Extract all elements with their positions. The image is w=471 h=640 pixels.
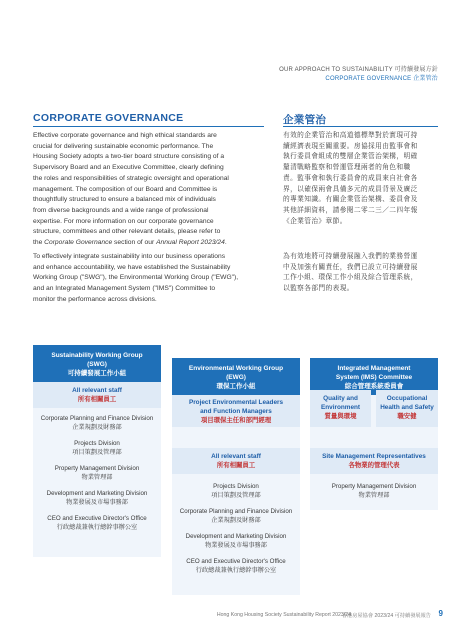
paragraph-line: monitor the performance across divisions. bbox=[33, 295, 157, 303]
division-name-en: CEO and Executive Director's Office bbox=[47, 515, 147, 522]
ims-title-zh: 綜合管理系統委員會 bbox=[344, 383, 404, 390]
division-name-zh: 項目策劃及管理部 bbox=[211, 491, 261, 499]
paragraph-line: 責。監事會和執行委員會的成員來自社會各 bbox=[283, 174, 418, 182]
ewg-staff-box bbox=[172, 448, 300, 474]
paragraph-line: from diverse backgrounds and a wide range of professional bbox=[33, 206, 209, 214]
ims-quality-en: Quality and bbox=[323, 395, 358, 402]
paragraph-line: 釐清戰略監察和營運管理兩者的角色和職 bbox=[283, 164, 411, 172]
ims-ohs-box bbox=[376, 390, 438, 427]
paragraph-line: and an Integrated Management System ("IMS") Committee to bbox=[33, 285, 216, 293]
ewg-leaders-en: Project Environmental Leaders bbox=[188, 399, 284, 406]
division-name-zh: 物業發展及市場事務部 bbox=[205, 541, 267, 549]
en-paragraph-governance bbox=[33, 131, 273, 249]
paragraph-line bbox=[33, 238, 273, 249]
ims-quality-box bbox=[310, 390, 371, 427]
paragraph-line: Supervisory Board and an Executive Committee, clearly defining bbox=[33, 164, 224, 172]
paragraph-line: 工作小組、環保工作小組及綜合管理系統， bbox=[283, 274, 418, 282]
paragraph-line: Effective corporate governance and high ethical standards are bbox=[33, 132, 217, 139]
paragraph-line: 為有效地將可持續發展融入我們的業務營運 bbox=[283, 253, 418, 260]
paragraph-line: 《企業管治》章節。 bbox=[283, 217, 347, 225]
paragraph-text: the bbox=[33, 239, 45, 247]
division-item bbox=[172, 558, 300, 575]
zh-title-rule bbox=[283, 126, 438, 127]
footer-title-zh: 香港房屋協會 2023/24 可持續發展報告 bbox=[341, 613, 431, 619]
ewg-title-abbr: (EWG) bbox=[226, 374, 246, 381]
ims-title-en: Integrated Management bbox=[337, 365, 411, 372]
ewg-leaders-en-2: and Function Managers bbox=[200, 408, 272, 415]
ims-reps-en: Site Management Representatives bbox=[322, 453, 426, 460]
paragraph-line: 界，以確保兩會具備多元的成員背景及廣泛 bbox=[283, 185, 418, 193]
swg-column bbox=[33, 345, 161, 382]
division-name-en: Projects Division bbox=[213, 483, 259, 490]
swg-staff-zh: 所有相關員工 bbox=[77, 396, 117, 403]
ewg-title-zh: 環保工作小組 bbox=[216, 383, 256, 390]
division-name-zh: 企業規劃及財務部 bbox=[211, 516, 261, 524]
ims-ohs-zh: 職安健 bbox=[397, 413, 417, 420]
division-item bbox=[33, 415, 161, 432]
ims-division-list bbox=[310, 483, 438, 508]
ewg-header-box bbox=[172, 358, 300, 395]
zh-paragraph-governance bbox=[283, 131, 443, 227]
division-name-en: Property Management Division bbox=[331, 483, 417, 490]
ewg-division-list bbox=[172, 483, 300, 583]
ewg-title-en: Environmental Working Group bbox=[188, 365, 284, 372]
division-name-zh: 物業管理部 bbox=[358, 491, 390, 499]
division-name-en: Development and Marketing Division bbox=[46, 490, 148, 497]
division-name-en: Property Management Division bbox=[54, 465, 140, 472]
division-item bbox=[33, 440, 161, 457]
swg-title-en: Sustainability Working Group bbox=[51, 352, 143, 359]
paragraph-line: crucial for delivering sustainable economic performance. The bbox=[33, 142, 214, 150]
ims-reps-zh: 各物業的管理代表 bbox=[348, 462, 400, 469]
division-item bbox=[310, 483, 438, 500]
paragraph-text: section of our bbox=[112, 239, 157, 247]
division-name-zh: 物業發展及市場事務部 bbox=[66, 498, 128, 506]
paragraph-line: 執行委員會組成的雙層企業管治架構，明確 bbox=[283, 153, 418, 161]
paragraph-line: 的專業知識。有關企業管治架構、委員會及 bbox=[283, 196, 418, 204]
swg-staff-en: All relevant staff bbox=[72, 387, 122, 394]
ewg-staff-en: All relevant staff bbox=[211, 453, 261, 460]
paragraph-line: expertise. For more information on our corporate governance bbox=[33, 217, 214, 225]
division-name-zh: 企業規劃及財務部 bbox=[72, 423, 122, 431]
publication-reference: Annual Report 2023/24 bbox=[156, 239, 225, 247]
paragraph-line: structure, committees and other relevant details, please refer to bbox=[33, 228, 221, 236]
en-paragraph-working-groups bbox=[33, 252, 273, 306]
ewg-leaders-box bbox=[172, 395, 300, 427]
page-number: 9 bbox=[438, 609, 443, 618]
swg-header-box bbox=[33, 345, 161, 382]
division-name-zh: 行政總裁兼執行總幹事辦公室 bbox=[56, 523, 138, 531]
ewg-leaders-zh: 項目環保主任和部門經理 bbox=[200, 417, 272, 424]
zh-section-title: 企業管治 bbox=[283, 114, 327, 126]
division-item bbox=[172, 483, 300, 500]
ewg-column bbox=[172, 358, 300, 395]
en-section-title: CORPORATE GOVERNANCE bbox=[33, 112, 184, 124]
paragraph-line: Housing Society adopts a two-tier board structure consisting of a bbox=[33, 153, 225, 161]
division-name-zh: 項目策劃及管理部 bbox=[72, 448, 122, 456]
paragraph-line: the roles and responsibilities of strategic oversight and operational bbox=[33, 174, 229, 182]
division-name-zh: 物業管理部 bbox=[81, 473, 113, 481]
ims-ohs-en: Occupational bbox=[386, 395, 428, 402]
division-item bbox=[33, 465, 161, 482]
paragraph-line: 其他詳細資料，請參閱二零二三／二四年報 bbox=[283, 206, 418, 214]
division-item bbox=[33, 515, 161, 532]
division-name-zh: 行政總裁兼執行總幹事辦公室 bbox=[195, 566, 277, 574]
paragraph-line: and enhance accountability, we have established the Sustainability bbox=[33, 263, 231, 271]
paragraph-line: To effectively integrate sustainability into our business operations bbox=[33, 253, 226, 260]
division-name-en: Corporate Planning and Finance Division bbox=[40, 415, 154, 422]
swg-title-zh: 可持續發展工作小組 bbox=[67, 370, 127, 377]
paragraph-line: thoughtfully structured to ensure a balanced mix of individuals bbox=[33, 196, 216, 204]
division-name-en: Projects Division bbox=[74, 440, 120, 447]
swg-staff-box bbox=[33, 382, 161, 408]
section-breadcrumb: OUR APPROACH TO SUSTAINABILITY 可持續發展方針 bbox=[279, 67, 438, 73]
division-name-en: Corporate Planning and Finance Division bbox=[179, 508, 293, 515]
division-item bbox=[172, 533, 300, 550]
ims-title-en-2: System (IMS) Committee bbox=[335, 374, 413, 381]
swg-title-abbr: (SWG) bbox=[87, 361, 107, 368]
ewg-staff-zh: 所有相關員工 bbox=[216, 462, 256, 469]
publication-reference: Corporate Governance bbox=[44, 239, 113, 247]
zh-paragraph-working-groups bbox=[283, 252, 443, 295]
division-name-en: Development and Marketing Division bbox=[185, 533, 287, 540]
paragraph-line: 有效的企業管治和高道德標準對於實現可持 bbox=[283, 132, 418, 139]
subsection-breadcrumb: CORPORATE GOVERNANCE 企業管治 bbox=[325, 76, 438, 82]
division-item bbox=[33, 490, 161, 507]
ims-reps-box bbox=[310, 448, 438, 474]
paragraph-line: 以監察各部門的表現。 bbox=[283, 285, 354, 293]
paragraph-line: 續經濟表現至關重要。房協採用由監事會和 bbox=[283, 142, 418, 150]
en-title-rule bbox=[33, 126, 264, 127]
division-item bbox=[172, 508, 300, 525]
division-name-en: CEO and Executive Director's Office bbox=[186, 558, 286, 565]
paragraph-line: Working Group ("SWG"), the Environmental Working Group ("EWG"), bbox=[33, 274, 239, 282]
paragraph-line: management. The composition of our Board and Committee is bbox=[33, 185, 218, 193]
ims-quality-en-2: Environment bbox=[320, 404, 361, 411]
paragraph-line: 中及加強有關責任，我們已設立可持續發展 bbox=[283, 263, 418, 271]
ims-quality-zh: 質量與環境 bbox=[324, 413, 357, 420]
swg-division-list bbox=[33, 415, 161, 540]
ims-ohs-en-2: Health and Safety bbox=[380, 404, 434, 411]
footer-title-en: Hong Kong Housing Society Sustainability Report 2023/24 bbox=[216, 612, 351, 618]
paragraph-text: . bbox=[224, 239, 227, 247]
